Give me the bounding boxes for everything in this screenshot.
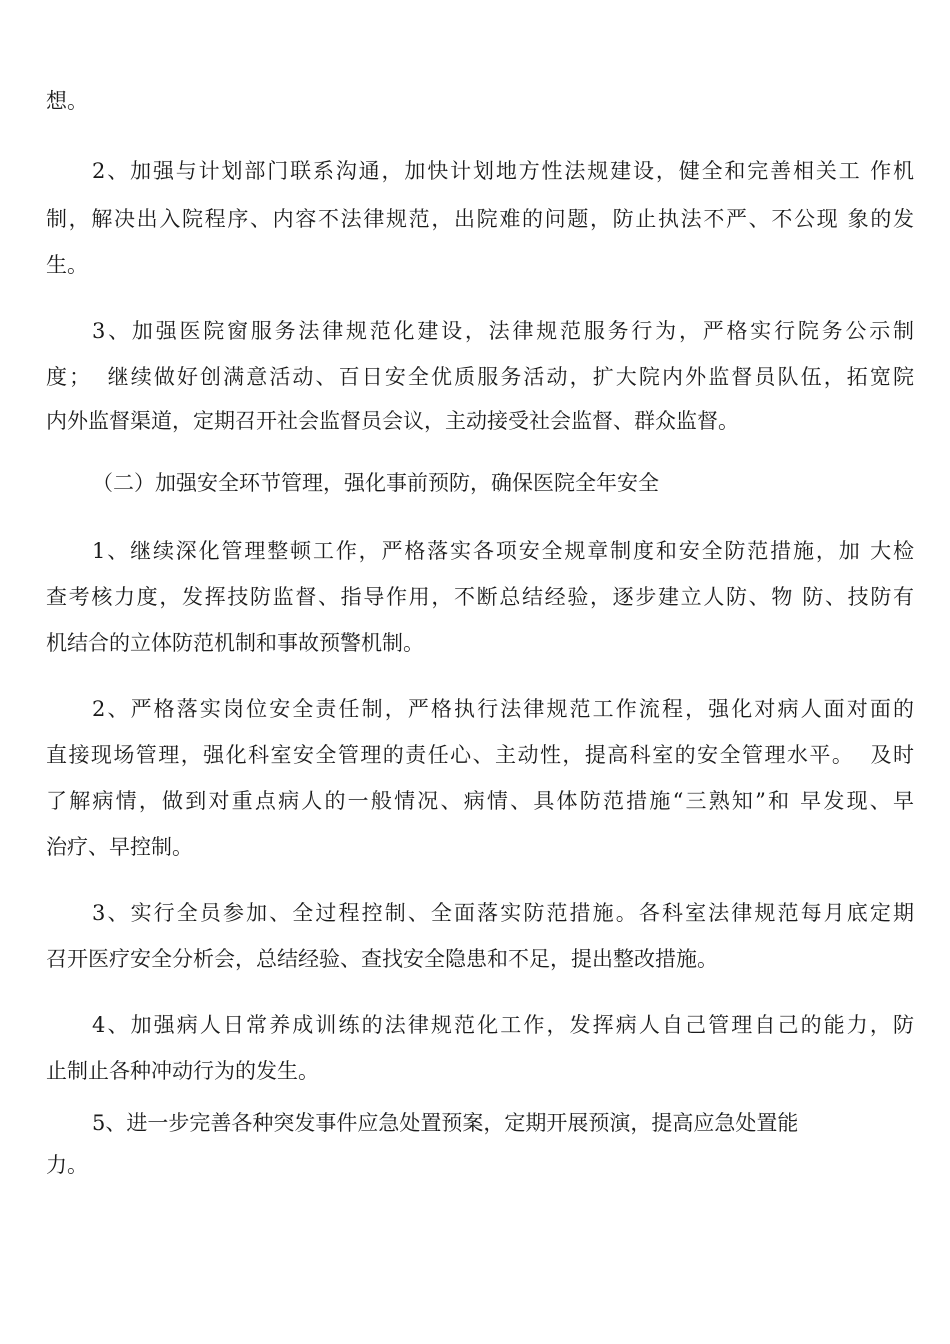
section-item-2-line-3: 了解病情，做到对重点病人的一般情况、病情、具体防范措施“三熟知”和 早发现、早 bbox=[46, 789, 914, 813]
list-item-3-line-1: 3、加强医院窗服务法律规范化建设，法律规范服务行为，严格实行院务公示制 bbox=[92, 319, 914, 343]
list-item-2-line-2: 制，解决出入院程序、内容不法律规范，出院难的问题，防止执法不严、不公现 象的发 bbox=[46, 207, 914, 231]
section-item-5-line-2: 力。 bbox=[46, 1153, 88, 1177]
section-item-1-line-1: 1、继续深化管理整顿工作，严格落实各项安全规章制度和安全防范措施，加 大检 bbox=[92, 539, 914, 563]
section-item-4-line-1: 4、加强病人日常养成训练的法律规范化工作，发挥病人自己管理自己的能力，防 bbox=[92, 1013, 914, 1037]
section-item-2-line-1: 2、严格落实岗位安全责任制，严格执行法律规范工作流程，强化对病人面对面的 bbox=[92, 697, 914, 721]
list-item-2-line-1: 2、加强与计划部门联系沟通，加快计划地方性法规建设，健全和完善相关工 作机 bbox=[92, 159, 914, 183]
section-item-1-line-2: 查考核力度，发挥技防监督、指导作用，不断总结经验，逐步建立人防、物 防、技防有 bbox=[46, 585, 914, 609]
section-item-4-line-2: 止制止各种冲动行为的发生。 bbox=[46, 1059, 319, 1083]
paragraph-fragment-line: 想。 bbox=[46, 89, 88, 113]
section-heading: （二）加强安全环节管理，强化事前预防，确保医院全年安全 bbox=[92, 471, 659, 495]
section-item-3-line-1: 3、实行全员参加、全过程控制、全面落实防范措施。各科室法律规范每月底定期 bbox=[92, 901, 914, 925]
list-item-3-line-3: 内外监督渠道，定期召开社会监督员会议，主动接受社会监督、群众监督。 bbox=[46, 409, 739, 433]
section-item-1-line-3: 机结合的立体防范机制和事故预警机制。 bbox=[46, 631, 424, 655]
section-item-5-line-1: 5、进一步完善各种突发事件应急处置预案，定期开展预演，提高应急处置能 bbox=[92, 1111, 799, 1135]
list-item-2-line-3: 生。 bbox=[46, 253, 88, 277]
section-item-2-line-2: 直接现场管理，强化科室安全管理的责任心、主动性，提高科室的安全管理水平。 及时 bbox=[46, 743, 914, 767]
list-item-3-line-2: 度； 继续做好创满意活动、百日安全优质服务活动，扩大院内外监督员队伍，拓宽院 bbox=[46, 365, 914, 389]
section-item-2-line-4: 治疗、早控制。 bbox=[46, 835, 193, 859]
section-item-3-line-2: 召开医疗安全分析会，总结经验、查找安全隐患和不足，提出整改措施。 bbox=[46, 947, 718, 971]
